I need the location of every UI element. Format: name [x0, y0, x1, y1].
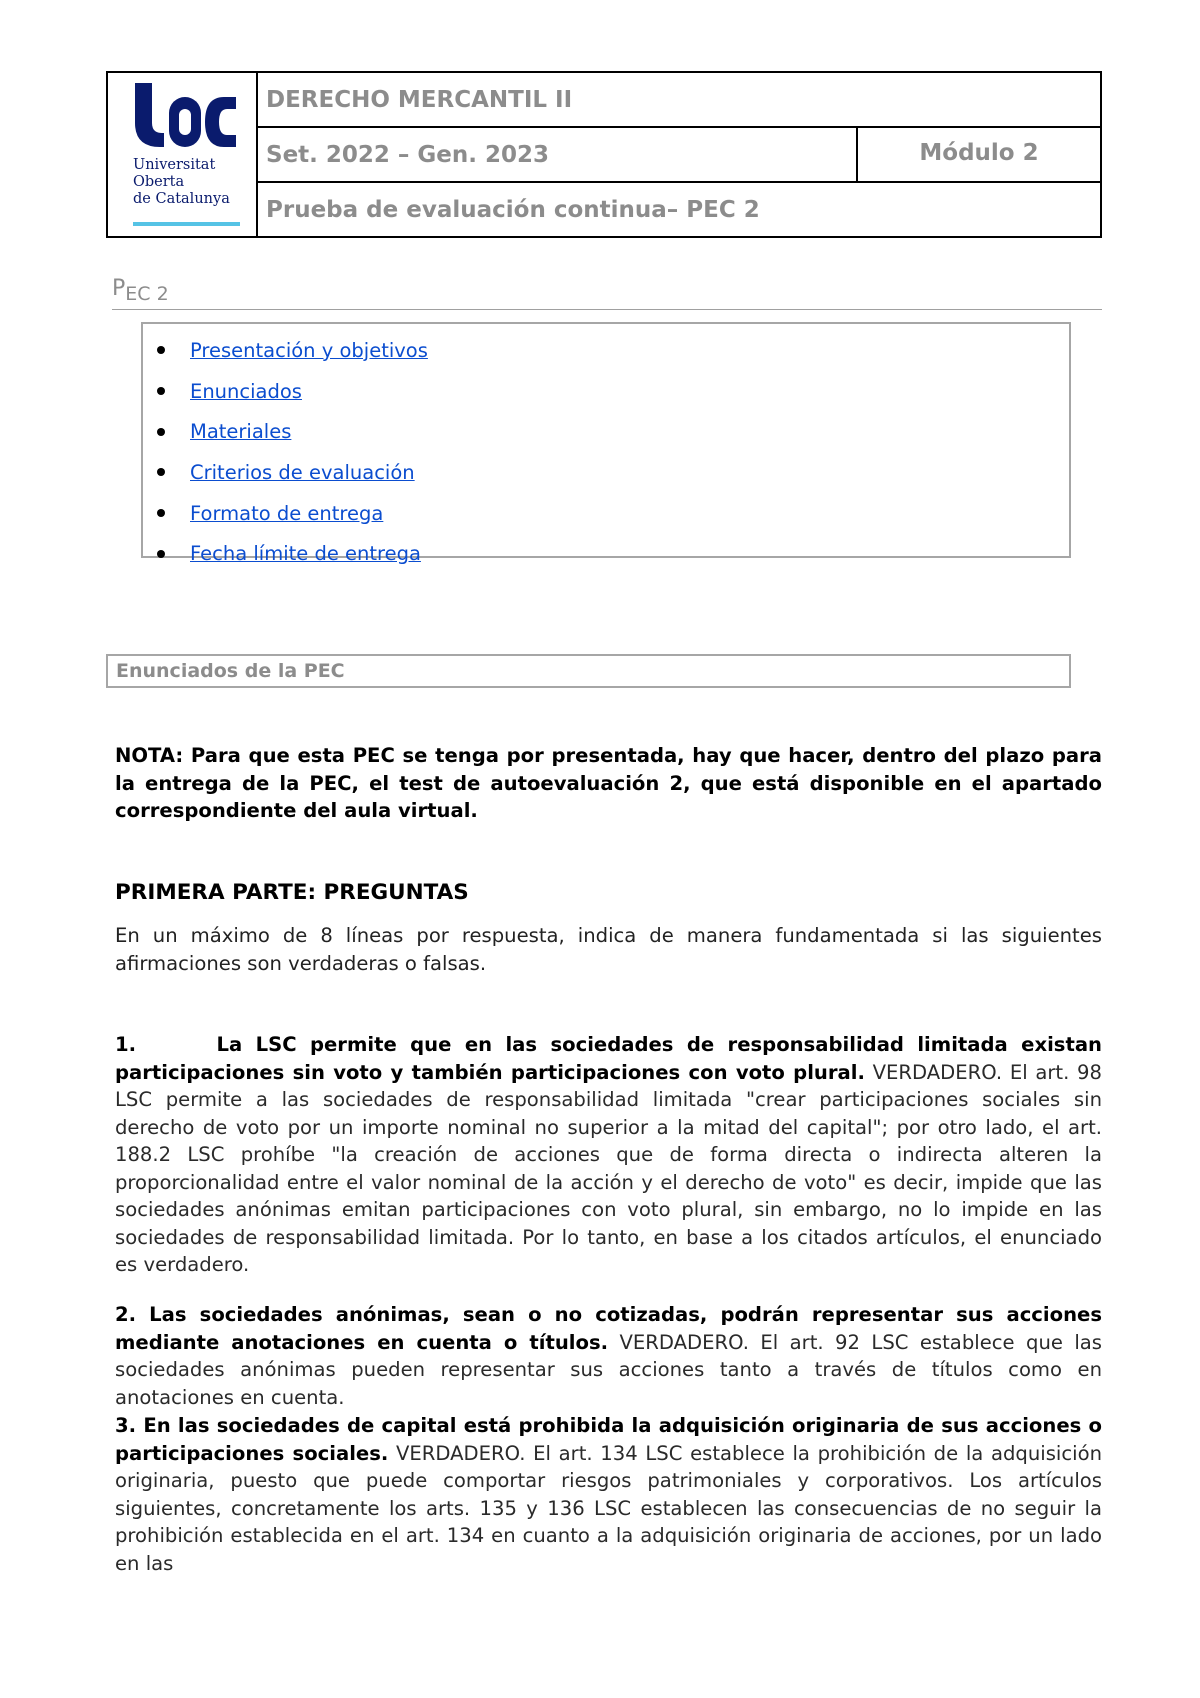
question-statement: 2. Las sociedades anónimas, sean o no cotizadas, podrán representar sus acciones mediante anotaciones en cuenta o títulos. [115, 1303, 1102, 1354]
index-item [153, 330, 428, 371]
index-box [141, 322, 1071, 566]
module-label: Módulo 2 [919, 140, 1039, 166]
logo-line: Oberta [133, 174, 185, 190]
question-answer: VERDADERO. El art. 134 LSC establece la prohibición de la adquisición originaria, puesto que puede comportar riesgos patrimoniales y corporativos. Los artículos siguientes, concretamente los arts. 135 y 136 LSC establecen las consecuencias de no seguir la prohibición establecida en el art. 134 en cuanto a la adquisición originaria de acciones, por un lado en las [115, 1441, 1102, 1575]
index-item [153, 533, 428, 574]
bullet-icon [157, 550, 165, 558]
question-3 [115, 1412, 1102, 1577]
logo-accent-bar [133, 222, 240, 226]
logo-line: de Catalunya [133, 191, 230, 207]
part-title: PRIMERA PARTE: PREGUNTAS [115, 880, 469, 905]
bullet-icon [157, 387, 165, 395]
question-1 [115, 1031, 1109, 1279]
link-formato[interactable]: Formato de entrega [190, 501, 384, 525]
logo-line: Universitat [133, 157, 216, 173]
question-statement: 1. La LSC permite que en las sociedades de responsabilidad limitada existan participaciones sin voto y también participaciones con voto plural. [115, 1033, 1109, 1084]
index-item [153, 411, 428, 452]
index-item [153, 452, 428, 493]
logo-wordmark [133, 157, 230, 208]
bullet-icon [157, 428, 165, 436]
term-label: Set. 2022 – Gen. 2023 [258, 128, 858, 181]
question-answer: VERDADERO. El art. 98 LSC permite a las sociedades de responsabilidad limitada "crear participaciones sociales sin derecho de voto por un importe nominal no superior a la mitad del capital"; por otro lado, el art. 188.2 LSC prohíbe "la creación de acciones que de forma directa o indirecta alteren la proporcionalidad entre el valor nominal de la acción y el derecho de voto" es decir, impide que las sociedades anónimas emitan participaciones con voto plural, sin embargo, no lo impide en las sociedades de responsabilidad limitada. Por lo tanto, en base a los citados artículos, el enunciado es verdadero. [115, 1060, 1102, 1276]
question-statement: 3. En las sociedades de capital está prohibida la adquisición originaria de sus acciones o participaciones sociales. [115, 1414, 1102, 1465]
link-criterios[interactable]: Criterios de evaluación [190, 460, 415, 484]
link-fecha-limite[interactable]: Fecha límite de entrega [190, 542, 421, 566]
bullet-icon [157, 468, 165, 476]
section-title: Enunciados de la PEC [106, 654, 1071, 688]
bullet-icon [157, 509, 165, 517]
link-presentacion[interactable]: Presentación y objetivos [190, 338, 428, 362]
term-row [258, 126, 1100, 181]
heading-divider [112, 309, 1102, 310]
question-2 [115, 1301, 1102, 1411]
index-list [153, 330, 428, 574]
uoc-logo [108, 73, 258, 236]
pec-heading [112, 276, 169, 305]
assessment-row [258, 181, 1100, 236]
course-row [258, 73, 1100, 126]
question-answer: VERDADERO. El art. 92 LSC establece que las sociedades anónimas pueden representar sus acciones tanto a través de títulos como en anotaciones en cuenta. [115, 1330, 1102, 1409]
assessment-title: Prueba de evaluación continua– PEC 2 [266, 196, 760, 223]
intro-paragraph: En un máximo de 8 líneas por respuesta, indica de manera fundamentada si las siguientes afirmaciones son verdaderas o falsas. [115, 924, 1102, 975]
header-info [258, 73, 1100, 236]
link-enunciados[interactable]: Enunciados [190, 379, 302, 403]
nota-paragraph: NOTA: Para que esta PEC se tenga por presentada, hay que hacer, dentro del plazo para la entrega de la PEC, el test de autoevaluación 2, que está disponible en el apartado correspondiente del aula virtual. [115, 744, 1102, 822]
index-item [153, 371, 428, 412]
index-item [153, 493, 428, 534]
link-materiales[interactable]: Materiales [190, 420, 292, 444]
header-table [106, 71, 1102, 238]
pec-heading-rest: EC 2 [125, 283, 169, 305]
course-title: DERECHO MERCANTIL II [266, 86, 573, 113]
bullet-icon [157, 346, 165, 354]
pec-heading-initial: P [112, 276, 126, 301]
uoc-logo-mark [133, 81, 238, 149]
